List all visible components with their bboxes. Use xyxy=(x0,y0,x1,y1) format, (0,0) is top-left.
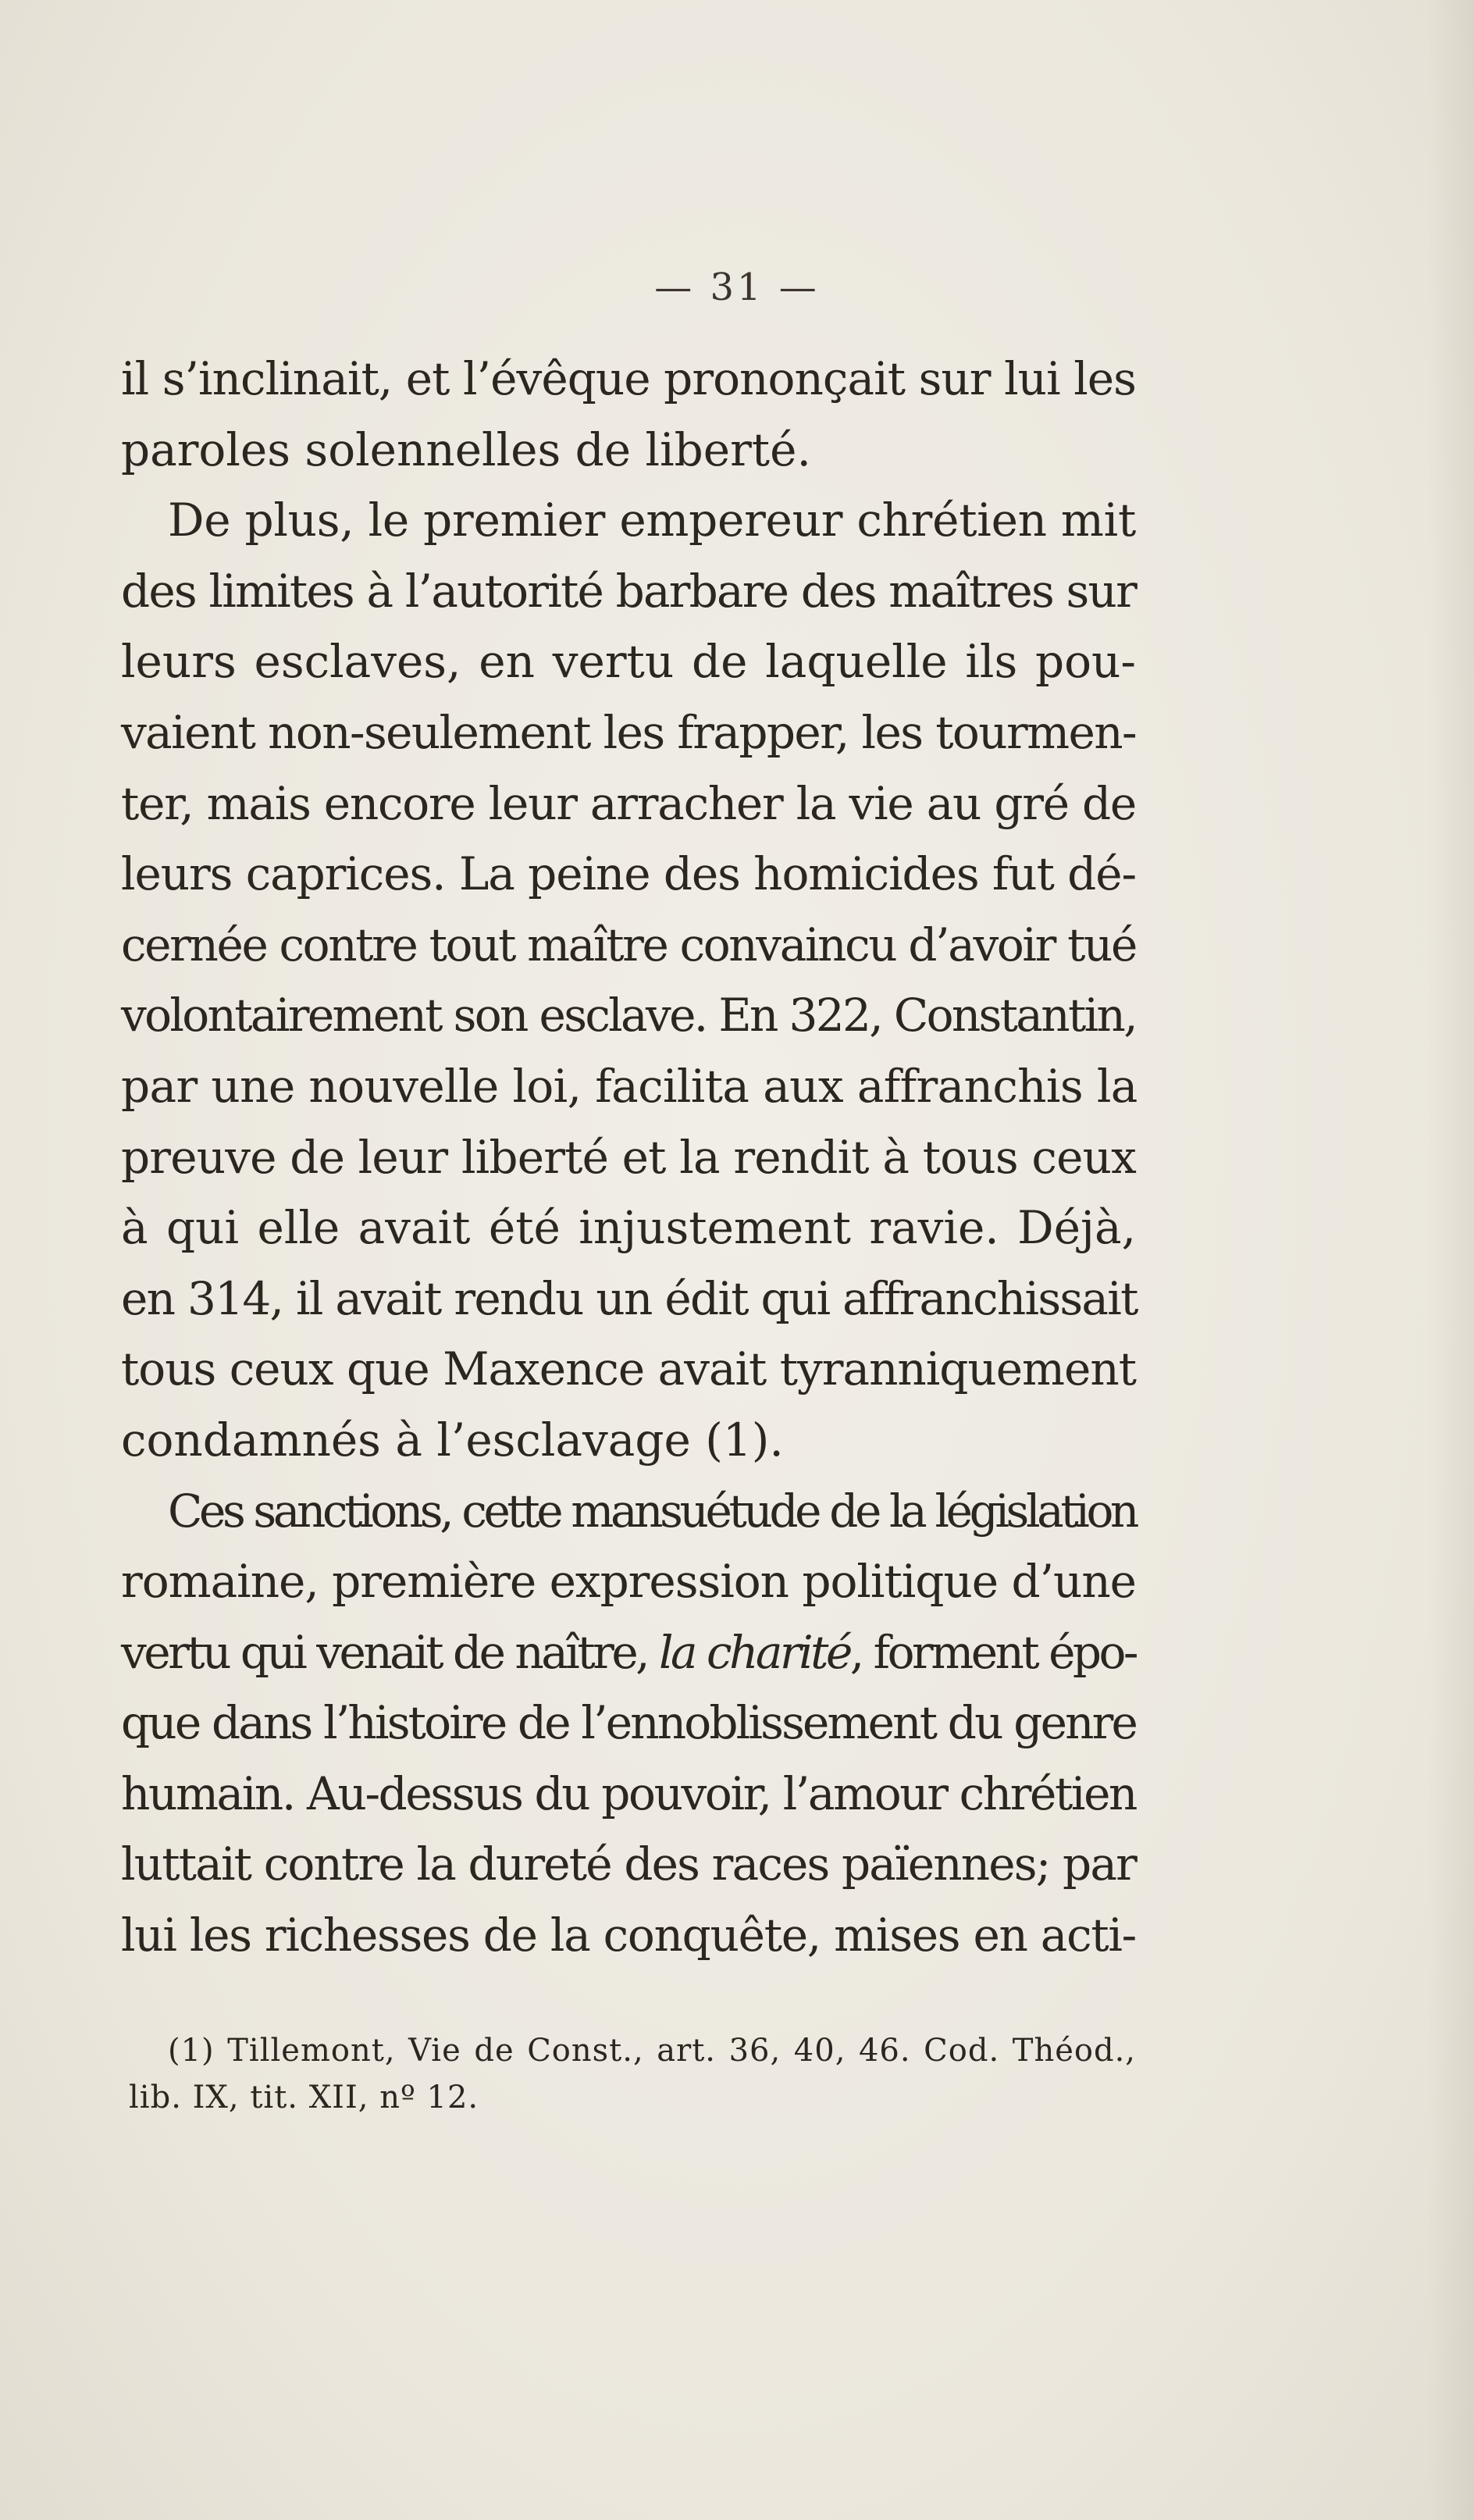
text-segment: vertu qui venait de naître, xyxy=(121,1625,659,1679)
text-line: des limites à l’autorité barbare des maîtres sur xyxy=(121,564,1136,618)
text-line: tous ceux que Maxence avait tyranniquement xyxy=(121,1342,1136,1396)
text-line: vaient non-seulement les frapper, les tourmen- xyxy=(121,705,1136,759)
page-number: — 31 — xyxy=(654,266,820,309)
text-line: lui les richesses de la conquête, mises en acti- xyxy=(121,1909,1136,1962)
text-line: paroles solennelles de liberté. xyxy=(121,422,811,476)
text-line: condamnés à l’esclavage (1). xyxy=(121,1413,784,1467)
text-line: ter, mais encore leur arracher la vie au gré de xyxy=(121,776,1136,830)
text-line: leurs esclaves, en vertu de laquelle ils pou- xyxy=(121,635,1136,689)
text-line: De plus, le premier empereur chrétien mit xyxy=(168,494,1136,547)
text-line: à qui elle avait été injustement ravie. Déjà, xyxy=(121,1201,1136,1255)
text-line: leurs caprices. La peine des homicides fut dé- xyxy=(121,847,1136,901)
footnote-line: (1) Tillemont, Vie de Const., art. 36, 40, 46. Cod. Théod., xyxy=(168,2033,1136,2069)
text-line: en 314, il avait rendu un édit qui affranchissait xyxy=(121,1271,1138,1325)
text-line: Ces sanctions, cette mansuétude de la législation xyxy=(168,1484,1136,1538)
text-line: par une nouvelle loi, facilita aux affranchis la xyxy=(121,1059,1138,1113)
text-line: humain. Au-dessus du pouvoir, l’amour chrétien xyxy=(121,1766,1136,1820)
text-line: volontairement son esclave. En 322, Constantin, xyxy=(121,989,1136,1043)
footnote-line: lib. IX, tit. XII, nº 12. xyxy=(129,2080,479,2115)
footnotes xyxy=(129,2027,1136,2121)
italic-term: la charité xyxy=(659,1625,850,1679)
text-segment: , forment épo- xyxy=(849,1625,1136,1679)
text-line: cernée contre tout maître convaincu d’avoir tué xyxy=(121,918,1137,971)
page-edge-shadow xyxy=(1427,0,1474,2520)
text-line: romaine, première expression politique d’une xyxy=(121,1555,1136,1609)
text-line: preuve de leur liberté et la rendit à tous ceux xyxy=(121,1130,1136,1184)
text-line: il s’inclinait, et l’évêque prononçait sur lui les xyxy=(121,352,1136,405)
text-line: luttait contre la dureté des races païennes; par xyxy=(121,1837,1136,1891)
text-line: que dans l’histoire de l’ennoblissement du genre xyxy=(121,1696,1136,1750)
body-text xyxy=(121,344,1136,1971)
text-line-with-italic xyxy=(121,1617,1136,1688)
